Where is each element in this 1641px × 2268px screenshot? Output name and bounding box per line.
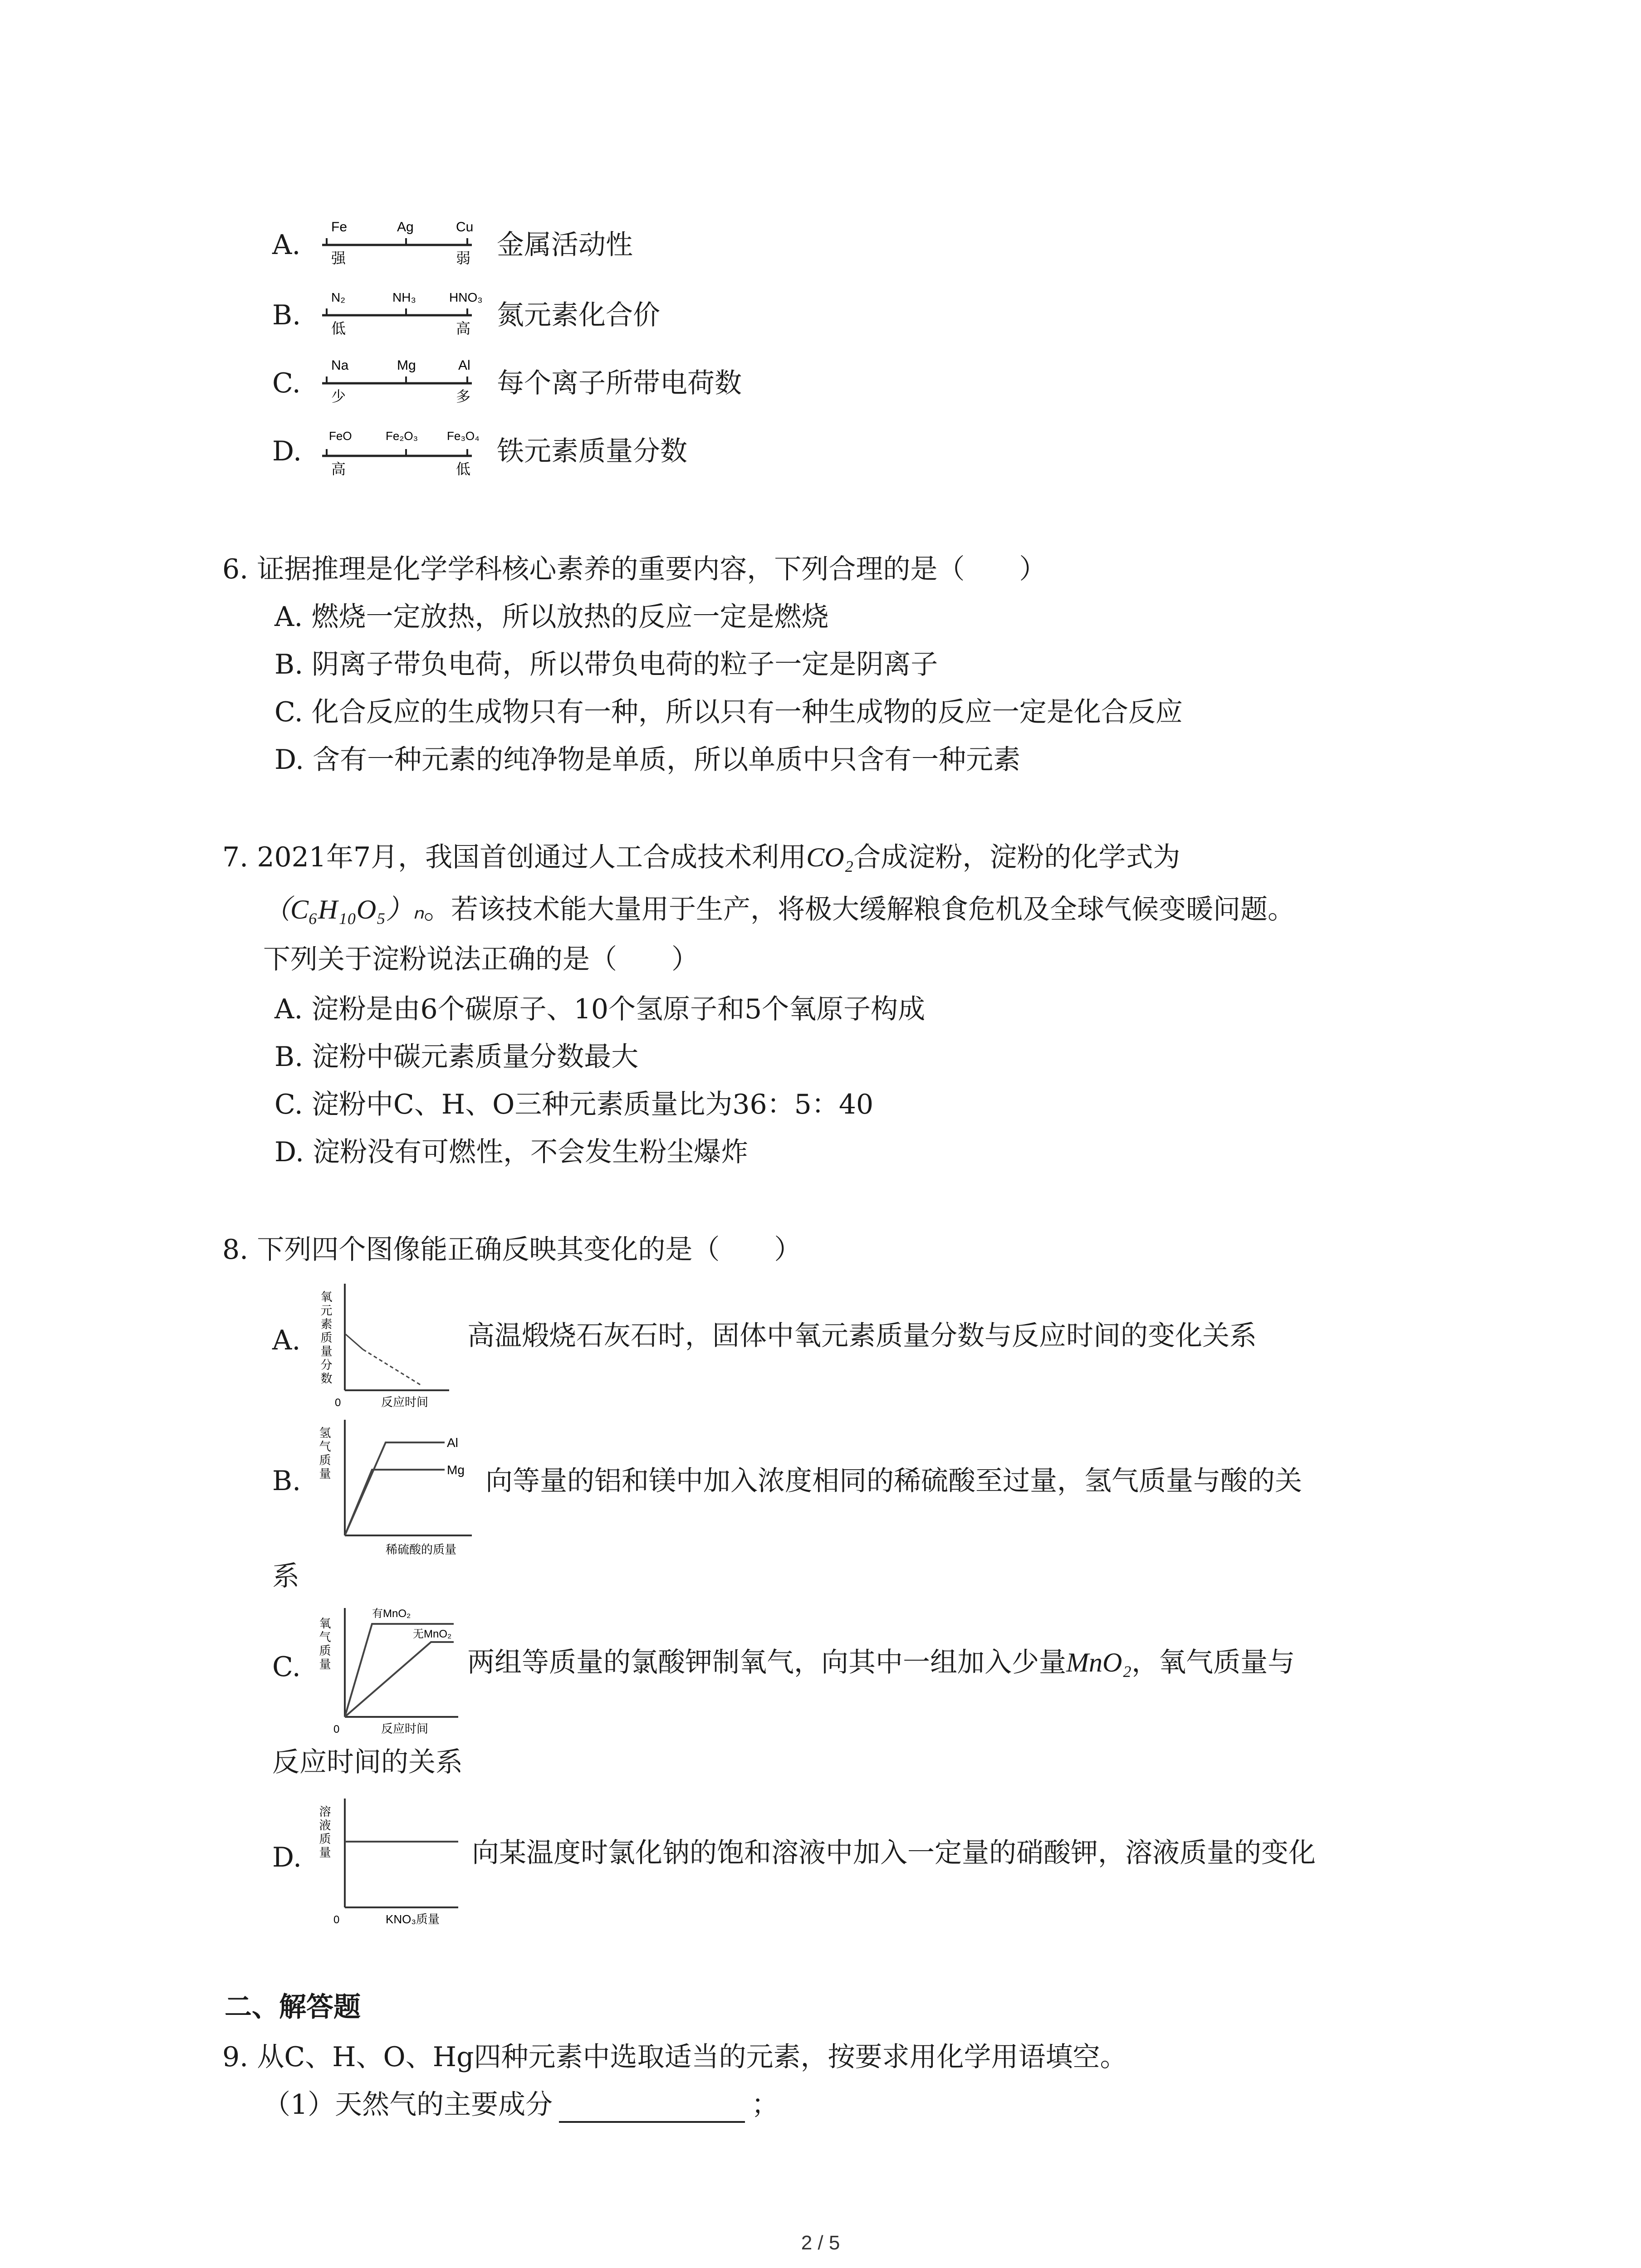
q8-option-c-letter: C. <box>272 1651 301 1683</box>
q9-stem: 9. 从C、H、O、Hg四种元素中选取适当的元素，按要求用化学用语填空。 <box>222 2041 1127 2073</box>
q8-b-graph <box>318 1411 481 1560</box>
q9-sub1-text: （1）天然气的主要成分 <box>263 2089 553 2121</box>
q5-option-a-desc: 金属活动性 <box>497 229 633 261</box>
q5-option-d-letter: D. <box>272 435 302 467</box>
q5-b-right: 高 <box>456 320 471 337</box>
q8-d-xlabel: KNO₃质量 <box>386 1912 440 1926</box>
q8-a-ylabel: 氧元素质量分数 <box>319 1290 333 1386</box>
q7-option-a: A. 淀粉是由6个碳原子、10个氢原子和5个氧原子构成 <box>274 993 926 1025</box>
page-number: 2 / 5 <box>801 2232 840 2254</box>
q5-c-right: 多 <box>456 388 471 405</box>
q7-stem-d: 下列关于淀粉说法正确的是（ ） <box>263 943 699 975</box>
q5-option-b-letter: B. <box>272 299 301 331</box>
q8-b-ylabel: 氢气质量 <box>318 1427 331 1481</box>
q5-a-numberline <box>318 215 490 274</box>
q8-a-graph <box>318 1275 454 1411</box>
q8-option-c-cont: 反应时间的关系 <box>272 1746 463 1778</box>
q8-c-series-without: 无MnO₂ <box>413 1628 452 1640</box>
q5-d-left: 高 <box>331 461 346 477</box>
q5-a-right: 弱 <box>456 250 471 266</box>
q8-b-series-mg: Mg <box>447 1463 465 1477</box>
q8-option-b-cont: 系 <box>272 1560 299 1592</box>
q6-option-c: C. 化合反应的生成物只有一种，所以只有一种生成物的反应一定是化合反应 <box>274 696 1183 728</box>
q7-option-c: C. 淀粉中C、H、O三种元素质量比为36：5：40 <box>274 1089 874 1120</box>
q5-c-tick-3: Al <box>458 358 470 373</box>
q8-c-mno2: MnO₂ <box>1066 1647 1132 1677</box>
q7-stem-c: 。若该技术能大量用于生产，将极大缓解粮食危机及全球气候变暖问题。 <box>424 894 1295 925</box>
q5-option-b-desc: 氮元素化合价 <box>497 299 660 331</box>
q5-d-tick-3: Fe₃O₄ <box>447 429 480 443</box>
q7-stem-b: 合成淀粉，淀粉的化学式为 <box>853 841 1181 873</box>
q5-b-tick-2: NH₃ <box>392 290 416 304</box>
q7-option-b: B. 淀粉中碳元素质量分数最大 <box>274 1041 639 1073</box>
q8-c-origin: 0 <box>333 1723 340 1735</box>
q8-c-xlabel: 反应时间 <box>381 1722 429 1735</box>
q5-option-c-letter: C. <box>272 367 301 399</box>
q8-c-series-with: 有MnO₂ <box>372 1608 411 1620</box>
q6-option-d: D. 含有一种元素的纯净物是单质，所以单质中只含有一种元素 <box>274 744 1021 776</box>
q7-option-d: D. 淀粉没有可燃性，不会发生粉尘爆炸 <box>274 1136 749 1168</box>
q8-c-desc-b: ，氧气质量与 <box>1132 1647 1295 1678</box>
q5-a-tick-1: Fe <box>331 220 348 235</box>
q8-option-a-letter: A. <box>272 1325 301 1356</box>
q5-c-tick-1: Na <box>331 358 349 373</box>
q5-option-d-desc: 铁元素质量分数 <box>497 435 687 467</box>
q8-option-d-desc: 向某温度时氯化钠的饱和溶液中加入一定量的硝酸钾，溶液质量的变化 <box>472 1837 1316 1869</box>
q6-option-a: A. 燃烧一定放热，所以放热的反应一定是燃烧 <box>274 601 829 633</box>
q5-a-left: 强 <box>331 250 346 266</box>
q7-stem-a: 7. 2021年7月，我国首创通过人工合成技术利用 <box>222 841 807 873</box>
q5-option-a-letter: A. <box>272 229 301 261</box>
q7-co2: CO₂ <box>806 842 854 872</box>
q8-d-graph <box>318 1789 472 1926</box>
q8-c-ylabel: 氧气质量 <box>318 1617 331 1672</box>
q5-option-c-desc: 每个离子所带电荷数 <box>497 367 742 399</box>
q8-b-xlabel: 稀硫酸的质量 <box>386 1543 457 1556</box>
q5-c-left: 少 <box>331 388 346 405</box>
q5-b-left: 低 <box>331 320 346 337</box>
q8-option-b-letter: B. <box>272 1465 301 1497</box>
q8-d-ylabel: 溶液质量 <box>318 1805 331 1860</box>
q8-option-b-desc: 向等量的铝和镁中加入浓度相同的稀硫酸至过量，氢气质量与酸的关 <box>485 1465 1302 1497</box>
q8-d-origin: 0 <box>333 1914 340 1926</box>
q8-option-a-desc: 高温煅烧石灰石时，固体中氧元素质量分数与反应时间的变化关系 <box>467 1320 1257 1352</box>
q5-a-tick-3: Cu <box>456 220 474 235</box>
q5-b-numberline <box>318 286 490 345</box>
q8-a-origin: 0 <box>335 1397 341 1409</box>
q5-b-tick-1: N₂ <box>331 290 346 304</box>
q5-d-right: 低 <box>456 461 471 477</box>
q8-option-d-letter: D. <box>272 1842 302 1873</box>
q9-sub1-end: ； <box>751 2089 779 2121</box>
q5-a-tick-2: Ag <box>397 220 414 235</box>
q6-stem: 6. 证据推理是化学学科核心素养的重要内容，下列合理的是（ ） <box>222 553 1047 585</box>
q8-c-desc-a: 两组等质量的氯酸钾制氧气，向其中一组加入少量 <box>467 1647 1066 1678</box>
q8-stem: 8. 下列四个图像能正确反映其变化的是（ ） <box>222 1234 802 1266</box>
q8-option-c-desc <box>467 1644 1295 1681</box>
q7-stem-line1 <box>222 839 1180 875</box>
q5-c-numberline <box>318 354 490 413</box>
section-heading: 二、解答题 <box>225 1991 361 2023</box>
q7-formula: （C₆H₁₀O₅）ₙ <box>263 894 424 924</box>
q5-c-tick-2: Mg <box>397 358 416 373</box>
q8-b-series-al: Al <box>447 1436 458 1450</box>
q5-d-numberline <box>318 422 490 485</box>
q5-d-tick-2: Fe₂O₃ <box>386 429 418 443</box>
q9-sub1 <box>263 2087 779 2123</box>
q6-option-b: B. 阴离子带负电荷，所以带负电荷的粒子一定是阴离子 <box>274 649 938 680</box>
q9-sub1-blank[interactable] <box>559 2094 745 2123</box>
q5-b-tick-3: HNO₃ <box>449 290 483 304</box>
q7-stem-line2 <box>263 891 1295 928</box>
q8-c-graph <box>318 1601 467 1737</box>
q8-a-xlabel: 反应时间 <box>381 1395 429 1409</box>
q5-d-tick-1: FeO <box>329 429 352 443</box>
